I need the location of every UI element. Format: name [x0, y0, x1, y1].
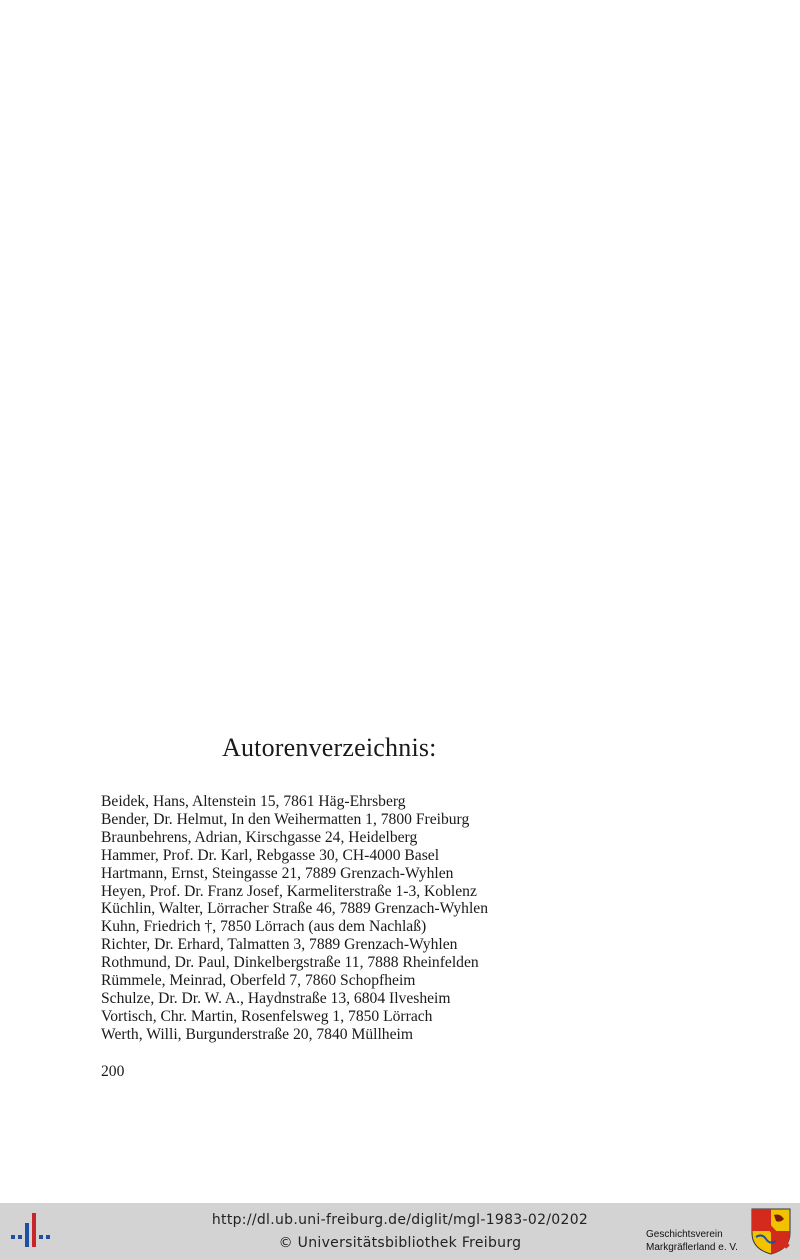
author-entry: Schulze, Dr. Dr. W. A., Haydnstraße 13, 6804 Ilvesheim [101, 989, 451, 1007]
author-entry: Bender, Dr. Helmut, In den Weihermatten 1, 7800 Freiburg [101, 810, 470, 828]
author-entry: Hammer, Prof. Dr. Karl, Rebgasse 30, CH-4000 Basel [101, 846, 440, 864]
author-entry: Vortisch, Chr. Martin, Rosenfelsweg 1, 7850 Lörrach [101, 1007, 433, 1025]
society-name[interactable] [646, 1228, 738, 1254]
author-entry: Rothmund, Dr. Paul, Dinkelbergstraße 11, 7888 Rheinfelden [101, 954, 479, 972]
page-title: Autorenverzeichnis: [222, 733, 437, 762]
author-entry: Kuhn, Friedrich †, 7850 Lörrach (aus dem Nachlaß) [101, 918, 427, 936]
coat-of-arms-icon[interactable] [750, 1207, 792, 1255]
page-number: 200 [101, 1063, 125, 1080]
society-name-line: Geschichtsverein [646, 1229, 723, 1240]
author-entry: Küchlin, Walter, Lörracher Straße 46, 7889 Grenzach-Wyhlen [101, 900, 489, 918]
author-entry: Beidek, Hans, Altenstein 15, 7861 Häg-Ehrsberg [101, 793, 406, 810]
footer-bar [0, 1203, 800, 1259]
author-entry: Rümmele, Meinrad, Oberfeld 7, 7860 Schopfheim [101, 972, 416, 990]
society-name-line: Markgräflerland e. V. [646, 1242, 738, 1253]
author-entry: Richter, Dr. Erhard, Talmatten 3, 7889 Grenzach-Wyhlen [101, 936, 458, 954]
author-entry: Heyen, Prof. Dr. Franz Josef, Karmeliterstraße 1-3, Koblenz [101, 882, 477, 900]
footer-copyright: © Universitätsbibliothek Freiburg [278, 1235, 522, 1251]
author-entry: Braunbehrens, Adrian, Kirschgasse 24, Heidelberg [101, 828, 418, 846]
author-entry: Werth, Willi, Burgunderstraße 20, 7840 Müllheim [101, 1025, 413, 1043]
footer-url-link[interactable]: http://dl.ub.uni-freiburg.de/diglit/mgl-1983-02/0202 [211, 1212, 589, 1228]
author-list [101, 793, 488, 1044]
author-entry: Hartmann, Ernst, Steingasse 21, 7889 Grenzach-Wyhlen [101, 864, 454, 882]
